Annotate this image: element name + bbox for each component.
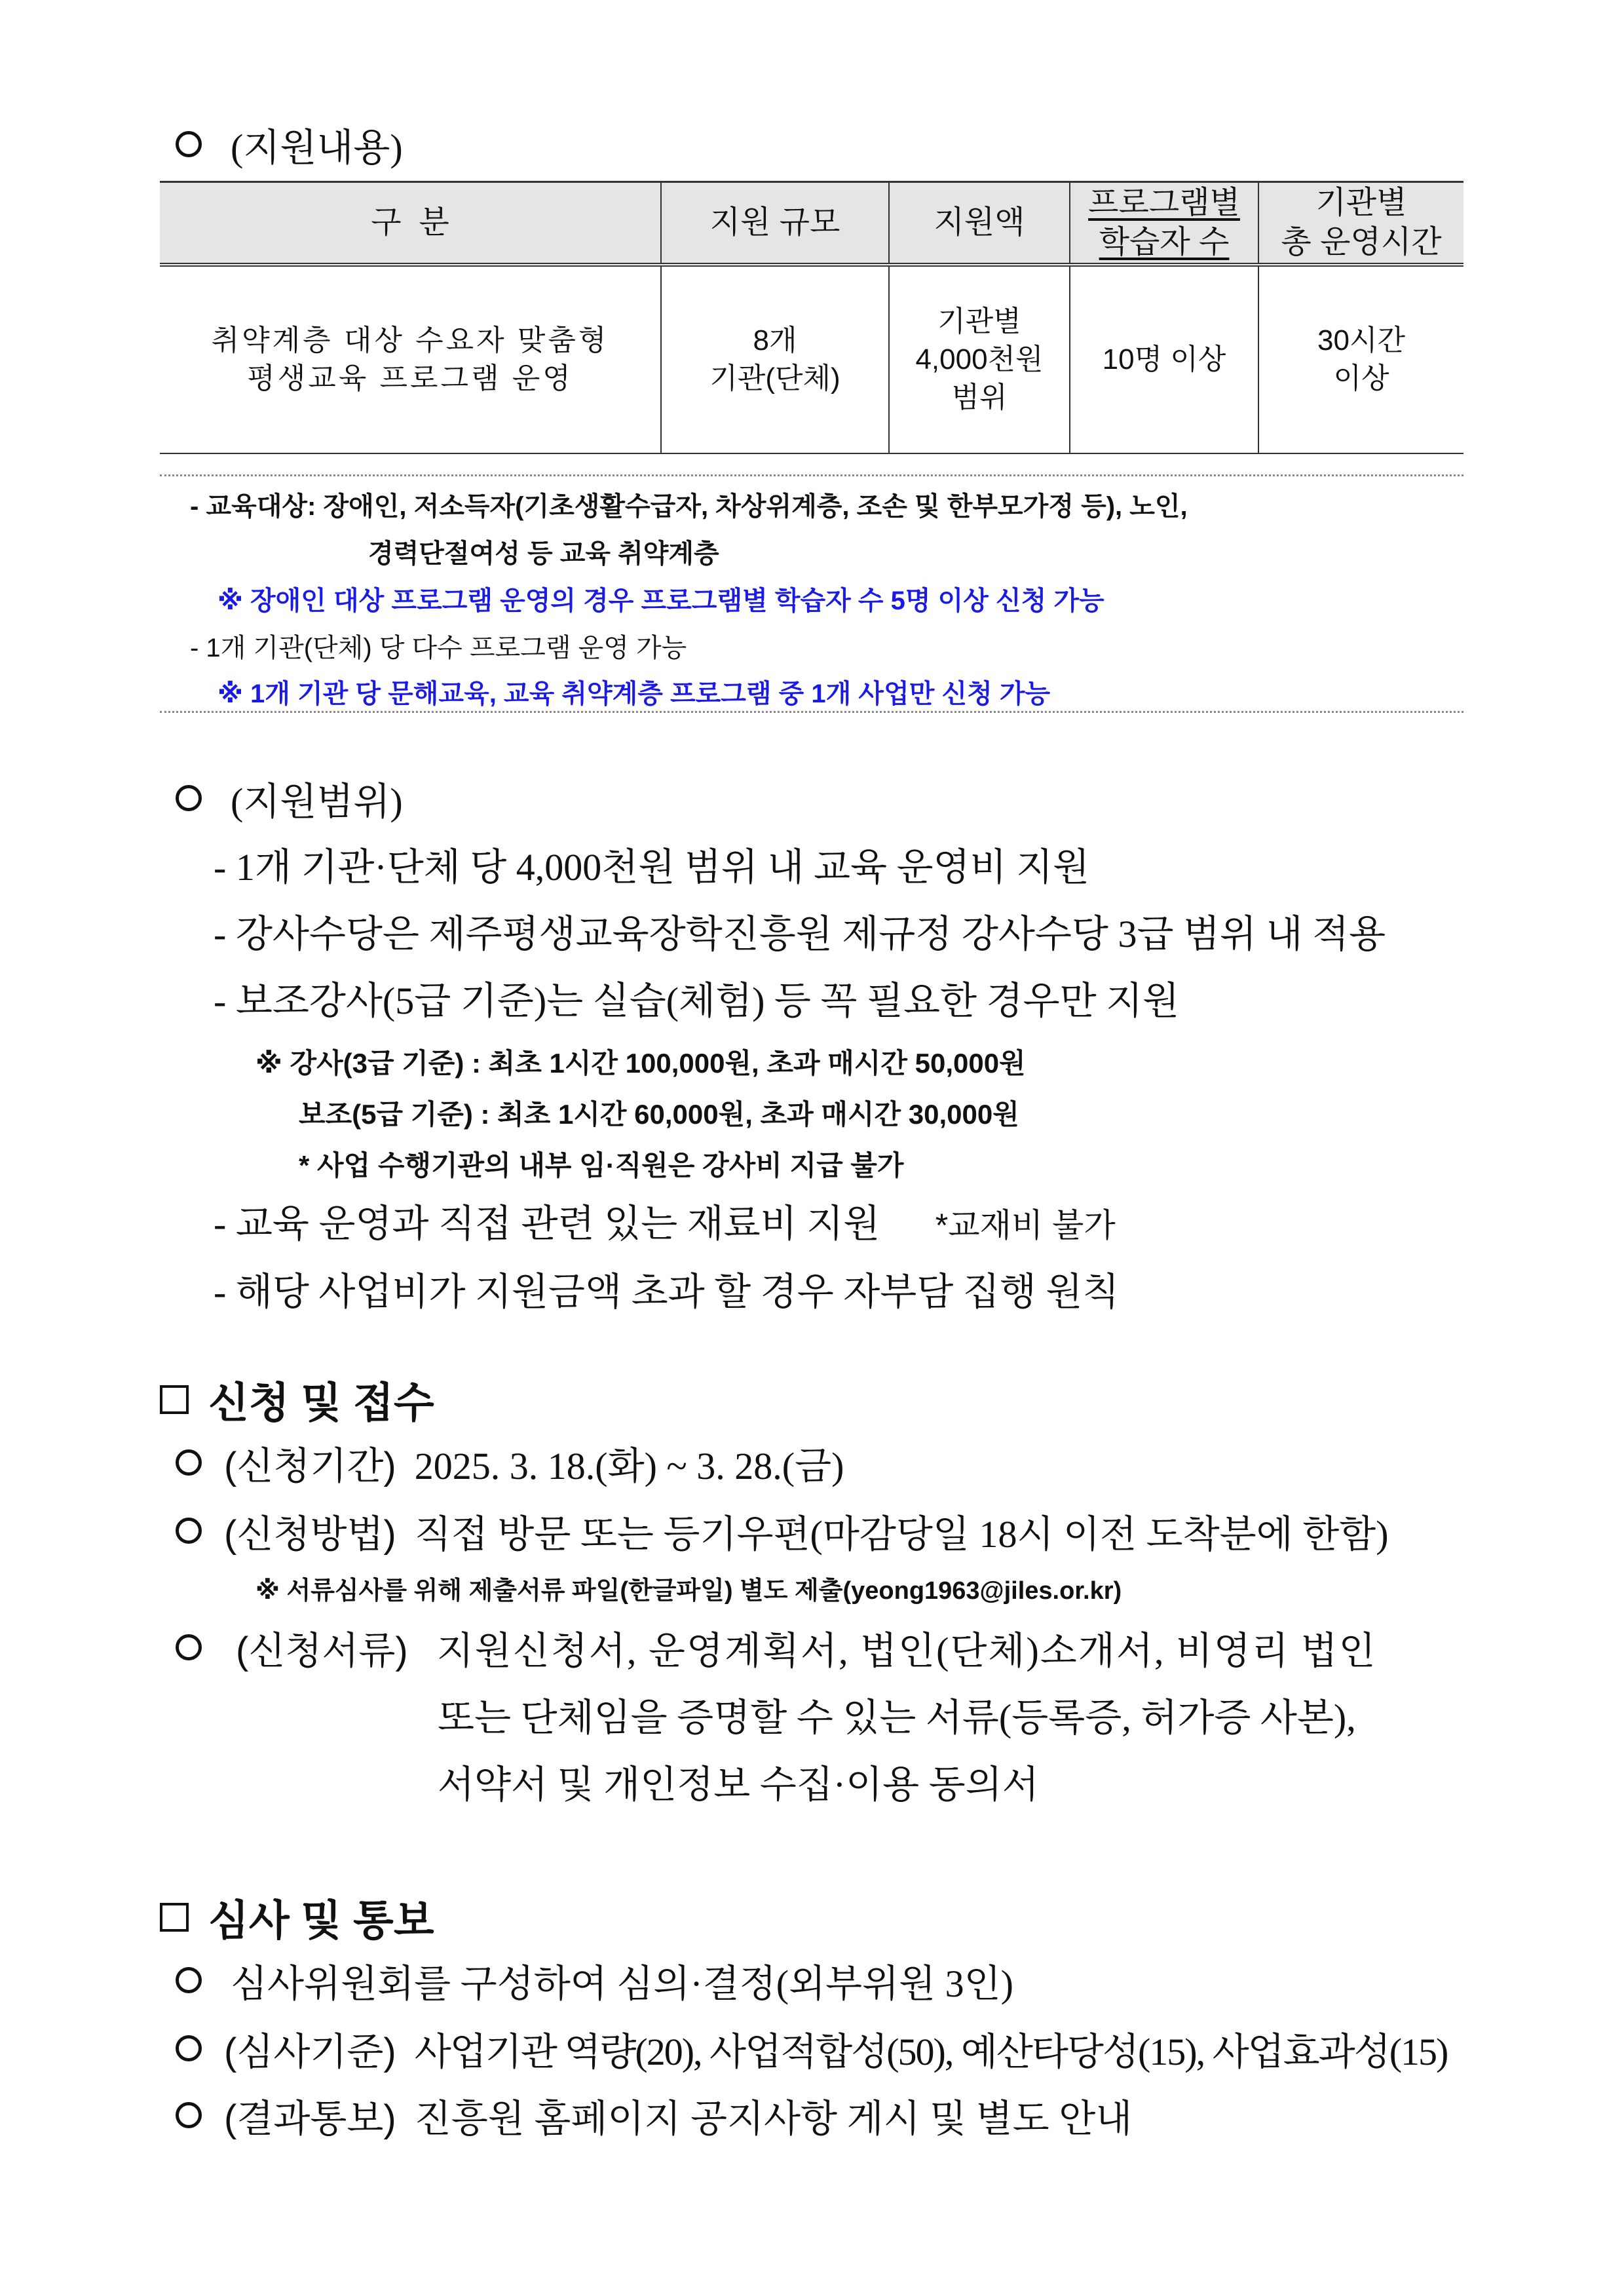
header-category-text: 구 분	[371, 205, 449, 240]
fee-note-1: ※ 강사(3급 기준) : 최초 1시간 100,000원, 초과 매시간 50,000원	[255, 1048, 1026, 1079]
cell-scale: 8개 기관(단체)	[661, 265, 889, 453]
fee-note-2: 보조(5급 기준) : 최초 1시간 60,000원, 초과 매시간 30,000원	[299, 1099, 1019, 1130]
method-file-note: ※ 서류심사를 위해 제출서류 파일(한글파일) 별도 제출(yeong1963@jiles.or.kr)	[255, 1577, 1122, 1605]
cell-hours: 30시간 이상	[1258, 265, 1463, 453]
review-criteria: (심사기준) 사업기관 역량(20), 사업적합성(50), 예산타당성(15), 사업효과성(15)	[176, 2021, 1447, 2076]
circle-bullet-icon	[176, 2102, 202, 2128]
docs-line-3: 서약서 및 개인정보 수집·이용 동의서	[438, 1763, 1039, 1806]
application-docs: (신청서류) 지원신청서, 운영계획서, 법인(단체)소개서, 비영리 법인	[176, 1620, 1377, 1675]
review-result: (결과통보) 진흥원 홈페이지 공지사항 게시 및 별도 안내	[176, 2088, 1132, 2143]
support-content-table	[160, 181, 1463, 454]
application-section-title: 신청 및 접수	[160, 1369, 434, 1430]
header-scale: 지원 규모	[661, 182, 889, 265]
table-row	[160, 265, 1463, 453]
target-note-cont: 경력단절여성 등 교육 취약계층	[368, 539, 719, 568]
application-period: (신청기간) 2025. 3. 18.(화) ~ 3. 28.(금)	[176, 1435, 844, 1490]
header-hours: 기관별 총 운영시간	[1258, 182, 1463, 265]
cell-amount: 기관별 4,000천원 범위	[889, 265, 1070, 453]
circle-bullet-icon	[176, 2035, 202, 2061]
support-notes-box	[160, 474, 1463, 713]
cell-learners: 10명 이상	[1070, 265, 1258, 453]
header-learners: 프로그램별 학습자 수	[1070, 182, 1258, 265]
docs-line-2: 또는 단체임을 증명할 수 있는 서류(등록증, 허가증 사본),	[438, 1696, 1356, 1739]
review-committee: 심사위원회를 구성하여 심의·결정(외부위원 3인)	[176, 1953, 1013, 2008]
header-amount: 지원액	[889, 182, 1070, 265]
material-line: - 교육 운영과 직접 관련 있는 재료비 지원 *교재비 불가	[214, 1202, 1116, 1245]
square-bullet-icon	[160, 1903, 189, 1932]
scope-line-2: - 강사수당은 제주평생교육장학진흥원 제규정 강사수당 3급 범위 내 적용	[214, 913, 1386, 955]
scope-line-3: - 보조강사(5급 기준)는 실습(체험) 등 꼭 필요한 경우만 지원	[214, 980, 1180, 1022]
review-section-title: 심사 및 통보	[160, 1887, 434, 1947]
support-content-heading: (지원내용)	[176, 117, 403, 172]
support-scope-heading: (지원범위)	[176, 771, 403, 826]
material-note: *교재비 불가	[935, 1207, 1116, 1244]
single-business-note: ※ 1개 기관 당 문해교육, 교육 취약계층 프로그램 중 1개 사업만 신청 가능	[217, 679, 1051, 708]
disabled-program-note: ※ 장애인 대상 프로그램 운영의 경우 프로그램별 학습자 수 5명 이상 신청 가능	[217, 586, 1105, 615]
circle-bullet-icon	[176, 1967, 202, 1993]
fee-note-3: * 사업 수행기관의 내부 임·직원은 강사비 지급 불가	[299, 1150, 904, 1181]
multi-program-note: - 1개 기관(단체) 당 다수 프로그램 운영 가능	[190, 634, 687, 662]
circle-bullet-icon	[176, 1449, 202, 1476]
square-bullet-icon	[160, 1385, 189, 1414]
circle-bullet-icon	[176, 785, 202, 811]
application-method: (신청방법) 직접 방문 또는 등기우편(마감당일 18시 이전 도착분에 한함)	[176, 1503, 1389, 1558]
circle-bullet-icon	[176, 131, 202, 157]
target-note: - 교육대상: 장애인, 저소득자(기초생활수급자, 차상위계층, 조손 및 한부모가정 등), 노인,	[190, 492, 1188, 521]
scope-line-1: - 1개 기관·단체 당 4,000천원 범위 내 교육 운영비 지원	[214, 846, 1090, 889]
circle-bullet-icon	[176, 1518, 202, 1544]
header-category	[160, 182, 661, 265]
table-header-row	[160, 182, 1463, 265]
circle-bullet-icon	[176, 1634, 202, 1660]
cell-category: 취약계층 대상 수요자 맞춤형 평생교육 프로그램 운영	[160, 265, 661, 453]
self-burden-line: - 해당 사업비가 지원금액 초과 할 경우 자부담 집행 원칙	[214, 1271, 1120, 1313]
